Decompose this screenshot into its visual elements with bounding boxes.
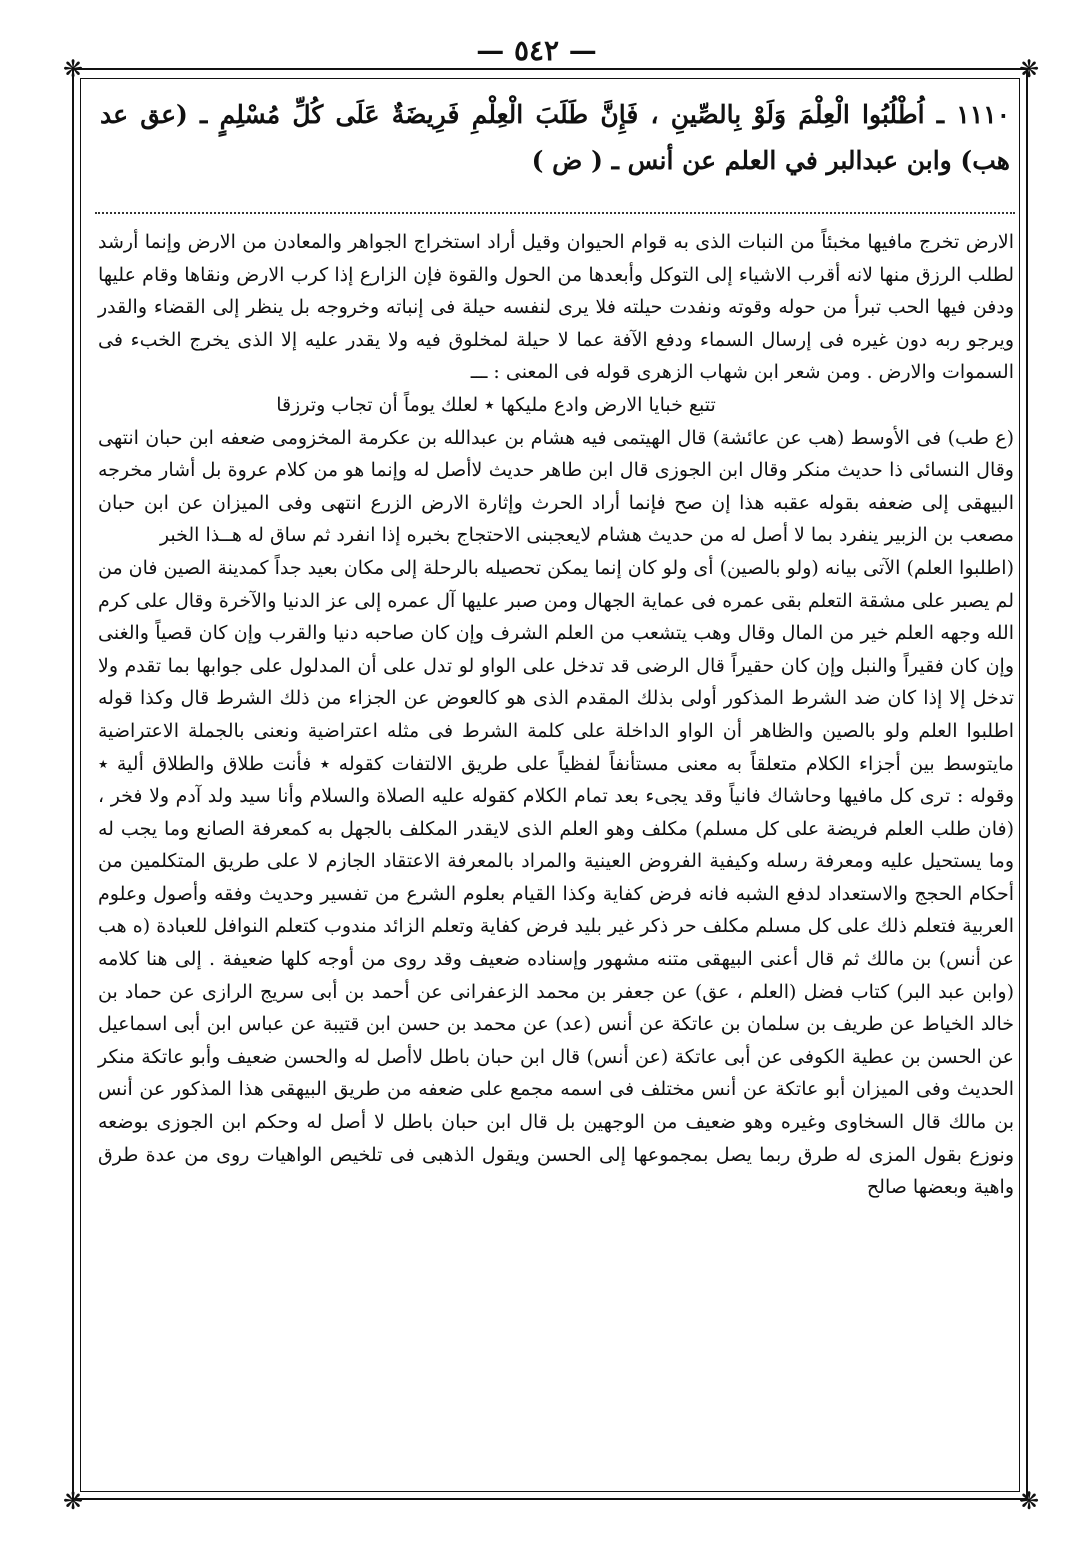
page-number: — ٥٤٢ — [476, 34, 597, 67]
commentary-paragraph: (ع طب) فى الأوسط (هب عن عائشة) قال الهيتمى فيه هشام بن عبدالله بن عكرمة المخزومى ضعفه ابن حبان انتهى وقال النسائى ذا حديث منكر وقال ابن الجوزى قال ابن طاهر حديث لاأصل له وإنما هو من كلام عروة بل أشار مخرجه البيهقى إلى ضعفه بقوله عقبه هذا إن صح فإنما أراد الحرث وإثارة الارض الزرع انتهى وفى الميزان عن ابن حبان مصعب بن الزبير ينفرد بما لا أصل له من حديث هشام لايعجبنى الاحتجاج بخبره إذا انفرد ثم ساق له هــذا الخبر [98, 426, 1014, 547]
hadith-text: ١١١٠ ـ اُطْلُبُوا الْعِلْمَ وَلَوْ بِالصِّينِ ، فَإِنَّ طَلَبَ الْعِلْمِ فَرِيضَةٌ عَلَى كُلِّ مُسْلِمٍ ـ (عق عد هب) وابن عبدالبر في العلم عن أنس ـ ( ض ) [100, 100, 1010, 175]
commentary [98, 226, 1014, 1204]
corner-ornament-icon: ❋ [1018, 1487, 1040, 1515]
commentary-paragraph: (اطلبوا العلم) الآتى بيانه (ولو بالصين) أى ولو كان إنما يمكن تحصيله بالرحلة إلى مكان بعيد جداً كمدينة الصين فان من لم يصبر على مشقة التعلم بقى عمره فى عماية الجهال ومن صبر عليها آل عمره إلى عز الدنيا والآخرة وقال على كرم الله وجهه العلم خير من المال وقال وهب يتشعب من العلم الشرف وإن كان صاحبه دنيا والقرب وإن كان قصياً والغنى وإن كان فقيراً والنبل وإن كان حقيراً قال الرضى قد تدخل على الواو لو تدل على أن المدلول على جوابها بما تقدم ولا تدخل إلا إذا كان ضد الشرط المذكور أولى بذلك المقدم الذى هو كالعوض عن الجزاء من ذلك الشرط قال وكذا قوله اطلبوا العلم ولو بالصين والظاهر أن الواو الداخلة على كلمة الشرط فى مثله اعتراضية ونعنى بالجملة الاعتراضية مايتوسط بين أجزاء الكلام متعلقاً به معنى مستأنفاً لفظياً على طريق الالتفات كقوله ٭ فأنت طلاق والطلاق ألية ٭ وقوله : ترى كل مافيها وحاشاك فانياً وقد يجىء بعد تمام الكلام كقوله عليه الصلاة والسلام وأنا سيد ولد آدم ولا فخر ، (فان طلب العلم فريضة على كل مسلم) مكلف وهو العلم الذى لايقدر المكلف بالجهل به كمعرفة الصانع وما يجب له وما يستحيل عليه ومعرفة رسله وكيفية الفروض العينية والمراد بالمعرفة الاعتقاد الجازم لا على طريق المتكلمين من أحكام الحجج والاستعداد لدفع الشبه فانه فرض كفاية وكذا القيام بعلوم الشرع من تفسير وحديث وفقه وأصول وعلوم العربية فتعلم ذلك على كل مسلم مكلف حر ذكر غير بليد فرض كفاية وتعلم الزائد مندوب كتعلم النوافل للعبادة (ه هب عن أنس) بن مالك ثم قال أعنى البيهقى متنه مشهور وإسناده ضعيف وقد روى من أوجه كلها ضعيفة . إلى هنا كلامه (وابن عبد البر) كتاب فضل (العلم ، عق) عن جعفر بن محمد الزعفرانى عن أحمد بن أبى سريج الرازى عن حماد بن خالد الخياط عن طريف بن سلمان بن عاتكة عن أنس (عد) عن محمد بن حسن ابن قتيبة عن عباس ابن أبى اسماعيل عن الحسن بن عطية الكوفى عن أبى عاتكة (عن أنس) قال ابن حبان باطل لاأصل له والحسن ضعيف وأبو عاتكة منكر الحديث وفى الميزان أبو عاتكة عن أنس مختلف فى اسمه مجمع على ضعفه من طريق البيهقى هذا المذكور عن أنس بن مالك قال السخاوى وغيره وهو ضعيف من الوجهين بل قال ابن حبان باطل لا أصل له وحكم ابن الجوزى بوضعه ونوزع بقول المزى له طرق ربما يصل بمجموعها إلى الحسن ويقول الذهبى فى تلخيص الواهيات روى من عدة طرق واهية وبعضها صالح [98, 556, 1014, 1199]
dotted-divider [95, 212, 1015, 214]
corner-ornament-icon: ❋ [1018, 55, 1040, 83]
commentary-paragraph: الارض تخرج مافيها مخبئاً من النبات الذى به قوام الحيوان وقيل أراد استخراج الجواهر والمعادن من الارض وإنما أرشد لطلب الرزق منها لانه أقرب الاشياء إلى التوكل وأبعدها من الحول والقوة فإن الزارع إذا كرب الارض ونقاها وقام عليها ودفن فيها الحب تبرأ من حوله وقوته ونفدت حيلته فلا يرى لنفسه حيلة فى إنباته وخروجه بل ينظر إلى القضاء والقدر ويرجو ربه دون غيره فى إرسال السماء ودفع الآفة عما لا حيلة لمخلوق فيه ولا يقدر عليه إلا الذى يخرج الخبء فى السموات والارض . ومن شعر ابن شهاب الزهرى قوله فى المعنى : ـــ [98, 231, 1014, 384]
corner-ornament-icon: ❋ [62, 55, 84, 83]
verse-line: تتبع خبايا الارض وادع مليكها ٭ لعلك يوماً أن تجاب وترزقا [276, 393, 716, 416]
corner-ornament-icon: ❋ [62, 1487, 84, 1515]
